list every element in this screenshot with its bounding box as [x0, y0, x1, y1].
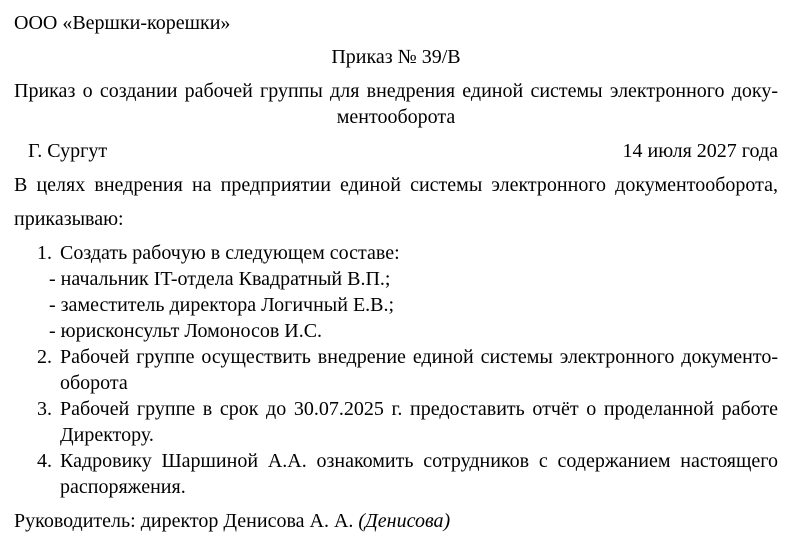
item-number: 4.	[37, 450, 52, 472]
company-name: ООО «Вершки-корешки»	[14, 12, 231, 34]
city-date-row	[14, 138, 778, 164]
date-label: 14 июля 2027 года	[622, 140, 778, 162]
item-line: Создать рабочую в следующем составе:	[60, 242, 400, 264]
city-label: Г. Сургут	[28, 140, 108, 162]
order-item-4	[37, 448, 778, 500]
order-list	[14, 240, 778, 500]
item-line: Рабочей группе осуществить внедрение единой системы электронного документо-	[60, 346, 778, 368]
item-content	[60, 344, 778, 396]
item-subline: - начальник IT-отдела Квадратный В.П.;	[49, 268, 391, 290]
signature-name-italic: (Денисова)	[358, 510, 451, 532]
item-line: Кадровику Шаршиной А.А. ознакомить сотрудников с содержанием настоящего	[60, 450, 778, 472]
item-line: оборота	[60, 372, 128, 394]
item-number: 2.	[37, 346, 52, 368]
order-title-line2: ментооборота	[336, 106, 456, 128]
item-subline: - юрисконсульт Ломоносов И.С.	[49, 320, 323, 342]
item-line: Рабочей группе в срок до 30.07.2025 г. предоставить отчёт о проделанной работе	[60, 398, 778, 420]
item-content	[49, 240, 778, 344]
item-content	[60, 396, 778, 448]
item-number: 3.	[37, 398, 52, 420]
order-title-line1: Приказ о создании рабочей группы для внедрения единой системы электронного доку-	[14, 80, 778, 102]
signature-text: Руководитель: директор Денисова А. А.	[14, 510, 354, 532]
document-page	[14, 10, 778, 534]
order-verb: приказываю:	[14, 208, 124, 230]
order-number: Приказ № 39/В	[331, 46, 461, 68]
order-item-1	[37, 240, 778, 344]
order-item-2	[37, 344, 778, 396]
item-content	[60, 448, 778, 500]
item-subline: - заместитель директора Логичный Е.В.;	[49, 294, 395, 316]
order-item-3	[37, 396, 778, 448]
signature-line	[14, 508, 778, 534]
item-line: Директору.	[60, 424, 154, 446]
item-number: 1.	[37, 242, 52, 264]
preamble: В целях внедрения на предприятии единой системы электронного документооборота,	[14, 174, 778, 196]
order-title	[14, 78, 778, 130]
item-line: распоряжения.	[60, 476, 186, 498]
